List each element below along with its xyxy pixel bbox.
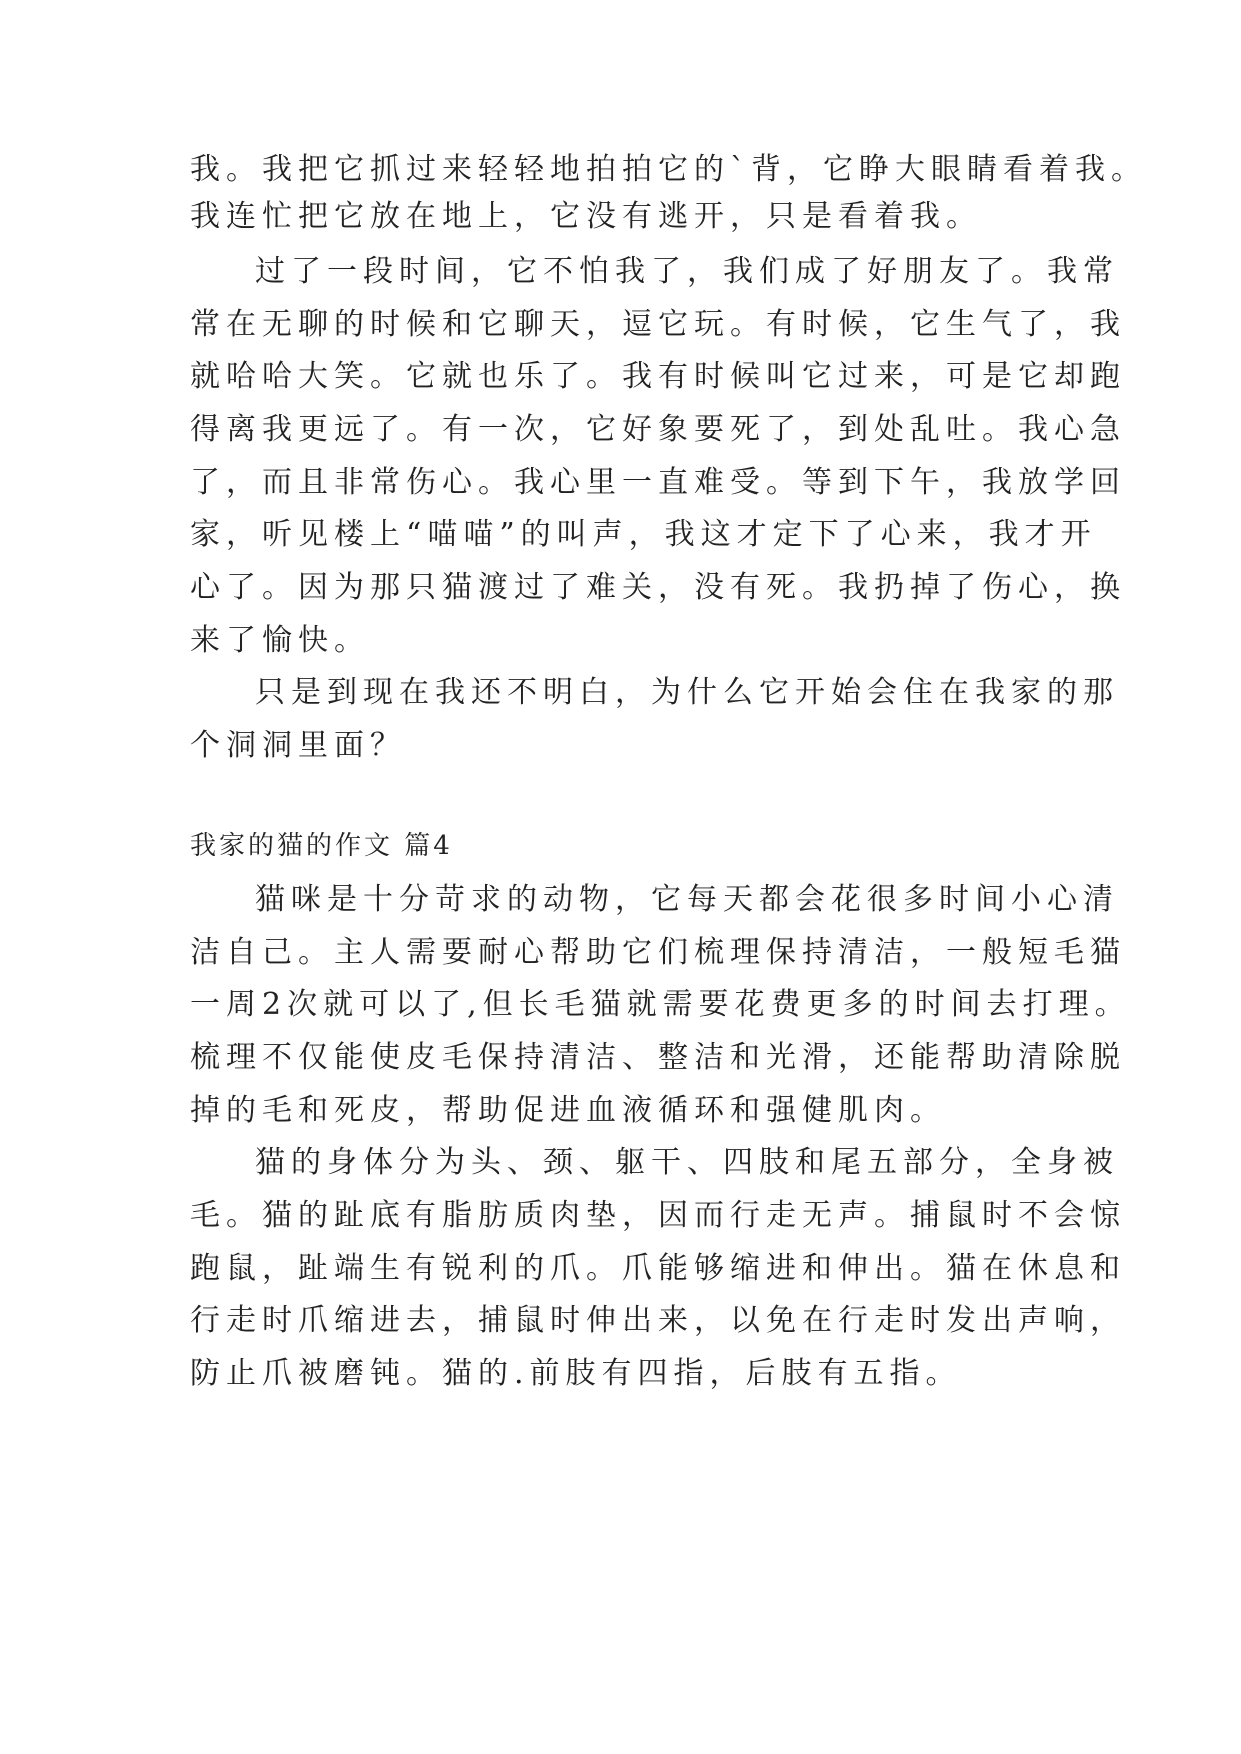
text-line: 洁自己。主人需要耐心帮助它们梳理保持清洁，一般短毛猫 <box>190 935 1126 970</box>
text-line: 过了一段时间，它不怕我了，我们成了好朋友了。我常 <box>255 254 1119 289</box>
text-line: 得离我更远了。有一次，它好象要死了，到处乱吐。我心急 <box>190 412 1126 447</box>
text-line: 个洞洞里面？ <box>190 728 406 763</box>
text-line: 一周2次就可以了,但长毛猫就需要花费更多的时间去打理。 <box>190 987 1131 1022</box>
text-line: 毛。猫的趾底有脂肪质肉垫，因而行走无声。捕鼠时不会惊 <box>190 1198 1126 1233</box>
section-heading: 我家的猫的作文 篇4 <box>190 831 453 861</box>
text-line: 我。我把它抓过来轻轻地拍拍它的`背，它睁大眼睛看着我。 <box>190 152 1147 187</box>
text-line: 猫咪是十分苛求的动物，它每天都会花很多时间小心清 <box>255 882 1119 917</box>
text-line: 了，而且非常伤心。我心里一直难受。等到下午，我放学回 <box>190 465 1126 500</box>
text-line: 只是到现在我还不明白，为什么它开始会住在我家的那 <box>255 675 1119 710</box>
text-line: 行走时爪缩进去，捕鼠时伸出来，以免在行走时发出声响， <box>190 1303 1126 1338</box>
text-line: 就哈哈大笑。它就也乐了。我有时候叫它过来，可是它却跑 <box>190 359 1126 394</box>
text-line: 跑鼠，趾端生有锐利的爪。爪能够缩进和伸出。猫在休息和 <box>190 1251 1126 1286</box>
text-line: 心了。因为那只猫渡过了难关，没有死。我扔掉了伤心，换 <box>190 570 1126 605</box>
text-line: 家，听见楼上“喵喵”的叫声，我这才定下了心来，我才开 <box>190 517 1097 552</box>
text-line: 防止爪被磨钝。猫的.前肢有四指，后肢有五指。 <box>190 1356 962 1391</box>
text-line: 来了愉快。 <box>190 623 370 658</box>
text-line: 我连忙把它放在地上，它没有逃开，只是看着我。 <box>190 199 982 234</box>
text-line: 猫的身体分为头、颈、躯干、四肢和尾五部分，全身被 <box>255 1145 1119 1180</box>
text-line: 梳理不仅能使皮毛保持清洁、整洁和光滑，还能帮助清除脱 <box>190 1040 1126 1075</box>
text-line: 常在无聊的时候和它聊天，逗它玩。有时候，它生气了，我 <box>190 307 1126 342</box>
text-line: 掉的毛和死皮，帮助促进血液循环和强健肌肉。 <box>190 1093 946 1128</box>
